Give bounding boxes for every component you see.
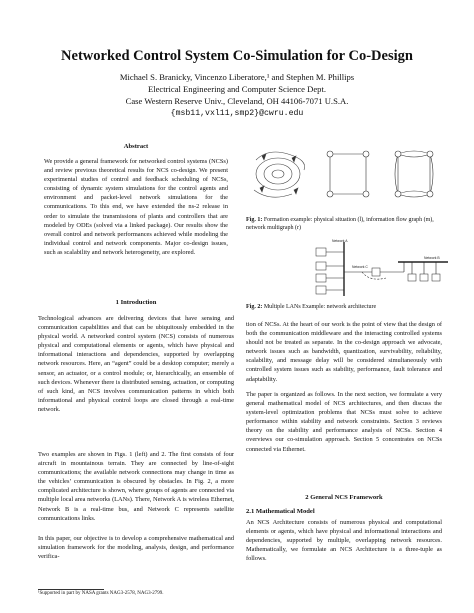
affiliation-address: Case Western Reserve Univ., Cleveland, OH 44106-7071 U.S.A. <box>125 96 349 106</box>
figure-2-graphic <box>300 238 450 298</box>
network-node <box>316 274 326 282</box>
network-node <box>372 268 380 276</box>
intro-paragraph-2: Two examples are shown in Figs. 1 (left) and 2. The first consists of four aircraft in mountainous terrain. They are connected by line-of-sight communications; the available network connections may change in time as the vehicles’ communication is obscured by obstacles. In Fig. 2, a more complicated architecture is shown, where groups of agents are connected via multiple local area networks (LANs). There, Network A is wireless Ethernet, Network B is a real-time bus, and Network C represents satellite communications links. <box>38 451 234 522</box>
paper-title: Networked Control System Co-Simulation for Co-Design <box>61 48 413 64</box>
network-a-label: Network A <box>332 239 348 243</box>
figure-1-caption-text: Formation example: physical situation (l), information flow graph (m), network multigraph (r) <box>246 217 434 232</box>
network-b-label: Network B <box>424 256 440 260</box>
intro-paragraph-1: Technological advances are delivering devices that have sensing and communication capabilities and that can be ubiquitously embedded in the physical world. A networked control system (NCS) consists of numerous physical and computational elements or agents, which have physical and informational interactions and dependencies, supported by overlapping network resources. Here, an “agent” could be a desktop computer; merely a sensor, an actuator, or a control module; or, hierarchically, an ensemble of such devices. Whenever there is distributed sensing, actuation, or computing of such kind, an NCS involves communication patterns in which both informational and physical control loops are closed through a real-time network. <box>38 315 234 413</box>
right-paragraph-2: The paper is organized as follows. In the next section, we formulate a very general mathematical model of NCS architectures, and then discuss the system-level optimization problems that NCSs must solve to achieve performance within stability and network constraints. Section 3 reviews theory on the stability and performance analysis of NCSs. Section 4 overviews our co-simulation approach. Section 5 concentrates on NCSs connected via Ethernet. <box>246 391 442 453</box>
figure-2-caption <box>246 303 442 311</box>
aircraft-icon <box>292 156 296 162</box>
authors: Michael S. Branicky, Vincenzo Liberatore,¹ and Stephen M. Phillips <box>119 72 355 82</box>
right-paragraph-1: tion of NCSs. At the heart of our work is the point of view that the design of both the communication middleware and the interacting controlled systems should not be treated as separate. In the co-design approach we advocate, network issues such as bandwidth, quantization, survivability, reliability, scalability, and message delay will be considered simultaneously with controlled system issues such as stability, performance, fault tolerance and adaptability. <box>246 321 442 383</box>
network-node <box>316 262 326 270</box>
network-node <box>432 274 440 281</box>
author-emails: {msb11,vxl11,smp2}@cwru.edu <box>170 109 304 118</box>
figure-1-graphic <box>248 140 442 212</box>
subsection-2-1-text: An NCS Architecture consists of numerous physical and computational elements or agents, which have physical and informational interactions and dependencies, supported by multiple, overlapping network resources. Mathematically, we formulate an NCS Architecture is a three-tuple as follows. <box>246 519 442 563</box>
figure-1-caption <box>246 216 442 233</box>
intro-paragraph-3: In this paper, our objective is to develop a comprehensive mathematical and simulation framework for the modeling, analysis, design, and performance verifica- <box>38 535 234 561</box>
aircraft-icon <box>260 186 264 192</box>
introduction-heading: 1 Introduction <box>115 299 157 306</box>
section-2-heading: 2 General NCS Framework <box>305 494 383 501</box>
footnote-rule <box>38 589 104 590</box>
aircraft-icon <box>294 188 298 194</box>
figure-1-label: Fig. 1: <box>246 217 263 223</box>
network-node <box>420 274 428 281</box>
subsection-2-1-heading: 2.1 Mathematical Model <box>246 508 315 515</box>
network-c-label: Network C <box>352 265 368 269</box>
abstract-text: We provide a general framework for networked control systems (NCSs) and review previous theoretical results for NCS co-design. We present experimental studies of control and feedback scheduling of NCSs, consisting of dynamic system simulations for the control agents and environment and packet-level network simulations for the communications. To this end, we have extended the ns-2 release in order to simulate the transmissions of plants and controllers that are modeled by ODEs (solved via a linked package). Our results show the overall control and network performances achieved while modeling the individual control and network components. Major co-design issues, such as scalability and network heterogeneity, are explored. <box>44 158 228 256</box>
information-flow-graph <box>327 151 369 197</box>
network-multigraph <box>395 151 433 197</box>
network-node <box>316 248 326 256</box>
figure-2-caption-text: Multiple LANs Example: network architecture <box>263 304 377 310</box>
network-node <box>316 286 326 294</box>
footnote: ¹Supported in part by NASA grants NAG3-2578, NAG3-2799. <box>38 591 164 596</box>
figure-2-label: Fig. 2: <box>246 304 263 310</box>
network-node <box>408 274 416 281</box>
physical-situation-panel <box>254 152 305 197</box>
affiliation-department: Electrical Engineering and Computer Science Dept. <box>147 84 326 94</box>
abstract-heading: Abstract <box>123 143 149 150</box>
